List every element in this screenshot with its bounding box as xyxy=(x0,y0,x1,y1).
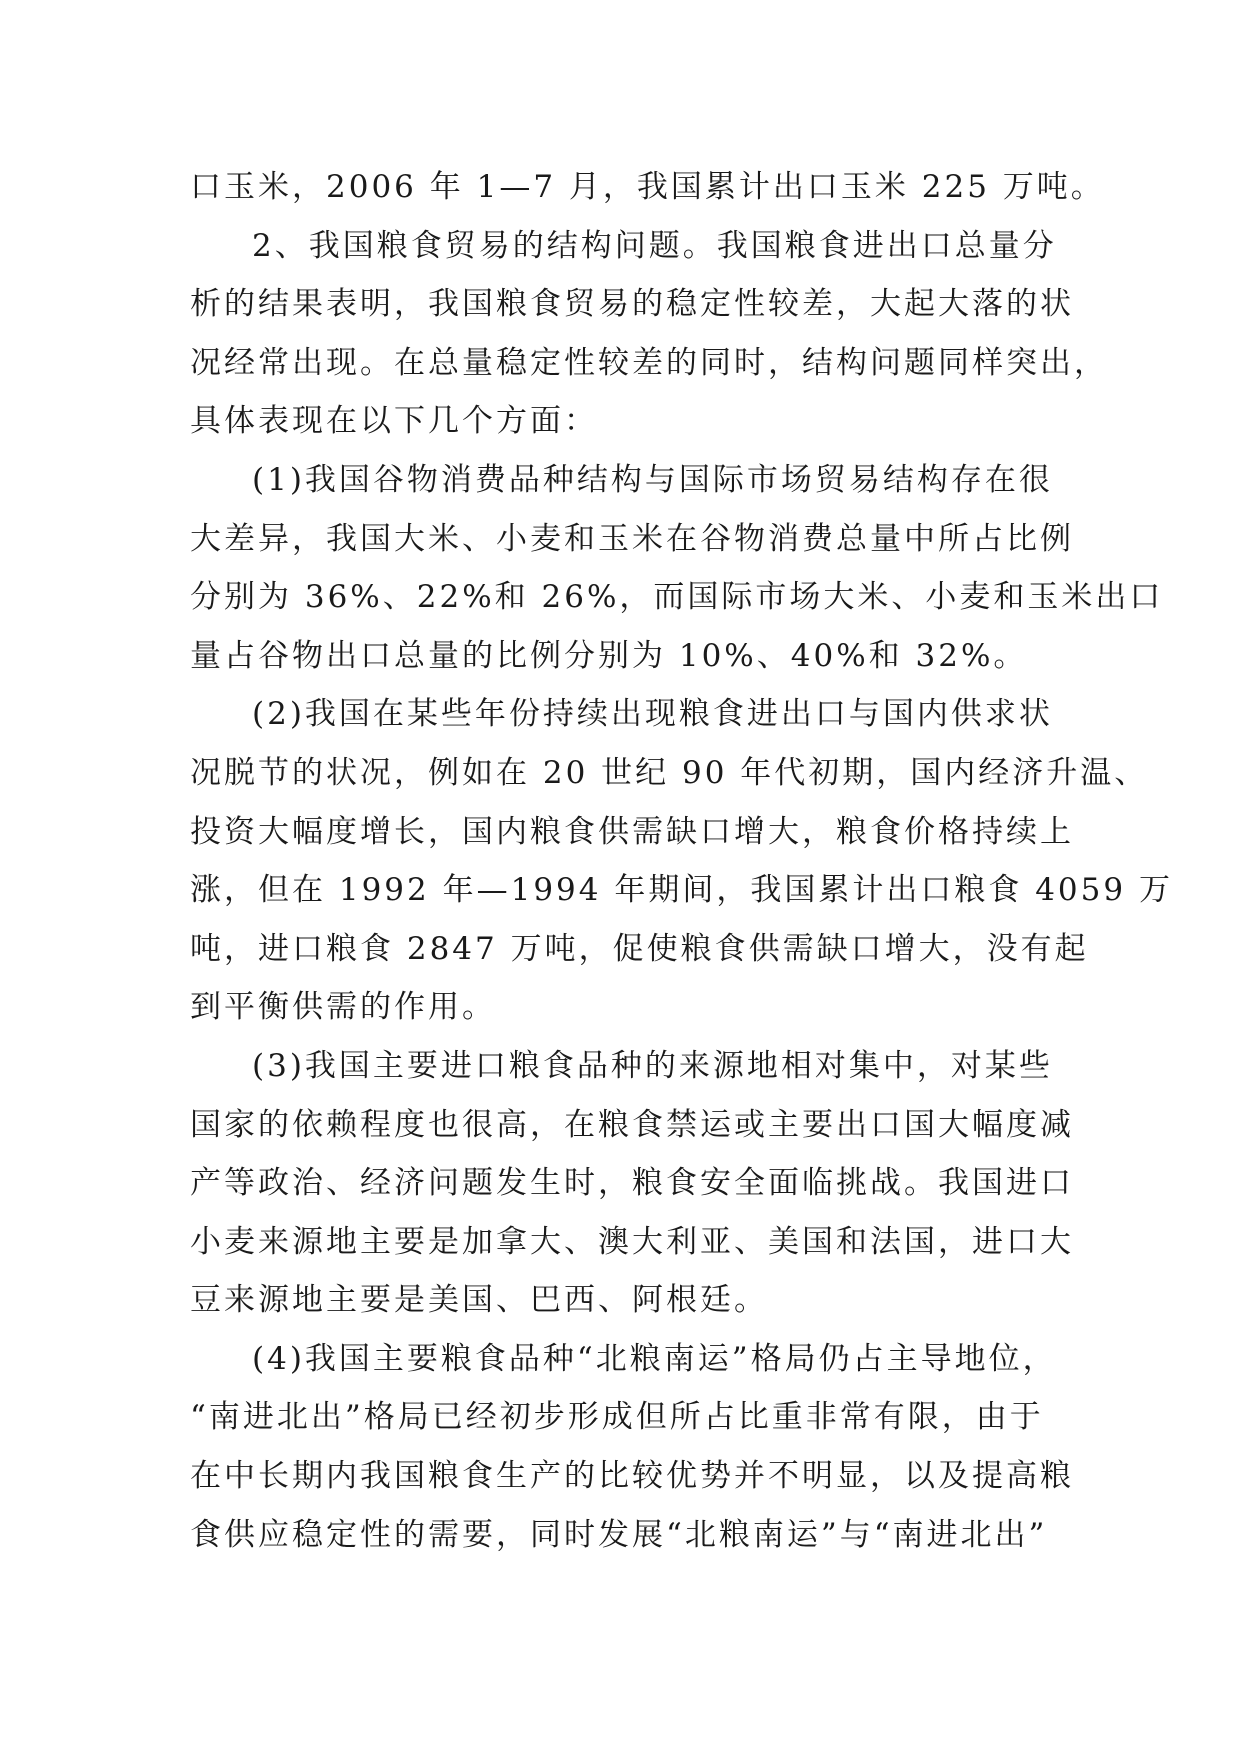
text-line-23: 在中长期内我国粮食生产的比较优势并不明显，以及提高粮 xyxy=(190,1458,1074,1495)
text-line-12: 投资大幅度增长，国内粮食供需缺口增大，粮食价格持续上 xyxy=(190,813,1074,850)
text-line-22: “南进北出”格局已经初步形成但所占比重非常有限，由于 xyxy=(190,1399,1044,1436)
text-line-9: 量占谷物出口总量的比例分别为 10%、40%和 32%。 xyxy=(190,637,1028,674)
text-line-15: 到平衡供需的作用。 xyxy=(190,989,496,1026)
text-line-1: 口玉米，2006 年 1—7 月，我国累计出口玉米 225 万吨。 xyxy=(190,169,1105,205)
text-line-8: 分别为 36%、22%和 26%，而国际市场大米、小麦和玉米出口 xyxy=(190,579,1164,616)
text-line-21: (4)我国主要粮食品种“北粮南运”格局仍占主导地位， xyxy=(252,1340,1057,1377)
text-line-14: 吨，进口粮食 2847 万吨，促使粮食供需缺口增大，没有起 xyxy=(190,930,1089,967)
text-line-4: 况经常出现。在总量稳定性较差的同时，结构问题同样突出， xyxy=(190,344,1108,381)
text-line-24: 食供应稳定性的需要，同时发展“北粮南运”与“南进北出” xyxy=(190,1516,1048,1553)
text-line-3: 析的结果表明，我国粮食贸易的稳定性较差，大起大落的状 xyxy=(190,286,1074,323)
text-line-18: 产等政治、经济问题发生时，粮食安全面临挑战。我国进口 xyxy=(190,1165,1074,1202)
text-line-20: 豆来源地主要是美国、巴西、阿根廷。 xyxy=(190,1282,768,1319)
text-line-5: 具体表现在以下几个方面： xyxy=(190,403,598,440)
text-line-10: (2)我国在某些年份持续出现粮食进出口与国内供求状 xyxy=(252,696,1053,733)
body-text xyxy=(190,158,1173,1564)
text-line-7: 大差异，我国大米、小麦和玉米在谷物消费总量中所占比例 xyxy=(190,520,1074,557)
text-line-16: (3)我国主要进口粮食品种的来源地相对集中，对某些 xyxy=(252,1047,1053,1084)
text-line-17: 国家的依赖程度也很高，在粮食禁运或主要出口国大幅度减 xyxy=(190,1106,1074,1143)
text-line-6: (1)我国谷物消费品种结构与国际市场贸易结构存在很 xyxy=(252,461,1053,498)
text-line-2: 2、我国粮食贸易的结构问题。我国粮食进出口总量分 xyxy=(252,227,1057,264)
text-line-19: 小麦来源地主要是加拿大、澳大利亚、美国和法国，进口大 xyxy=(190,1223,1074,1260)
text-line-13: 涨，但在 1992 年—1994 年期间，我国累计出口粮食 4059 万 xyxy=(190,872,1173,909)
text-line-11: 况脱节的状况，例如在 20 世纪 90 年代初期，国内经济升温、 xyxy=(190,754,1149,791)
